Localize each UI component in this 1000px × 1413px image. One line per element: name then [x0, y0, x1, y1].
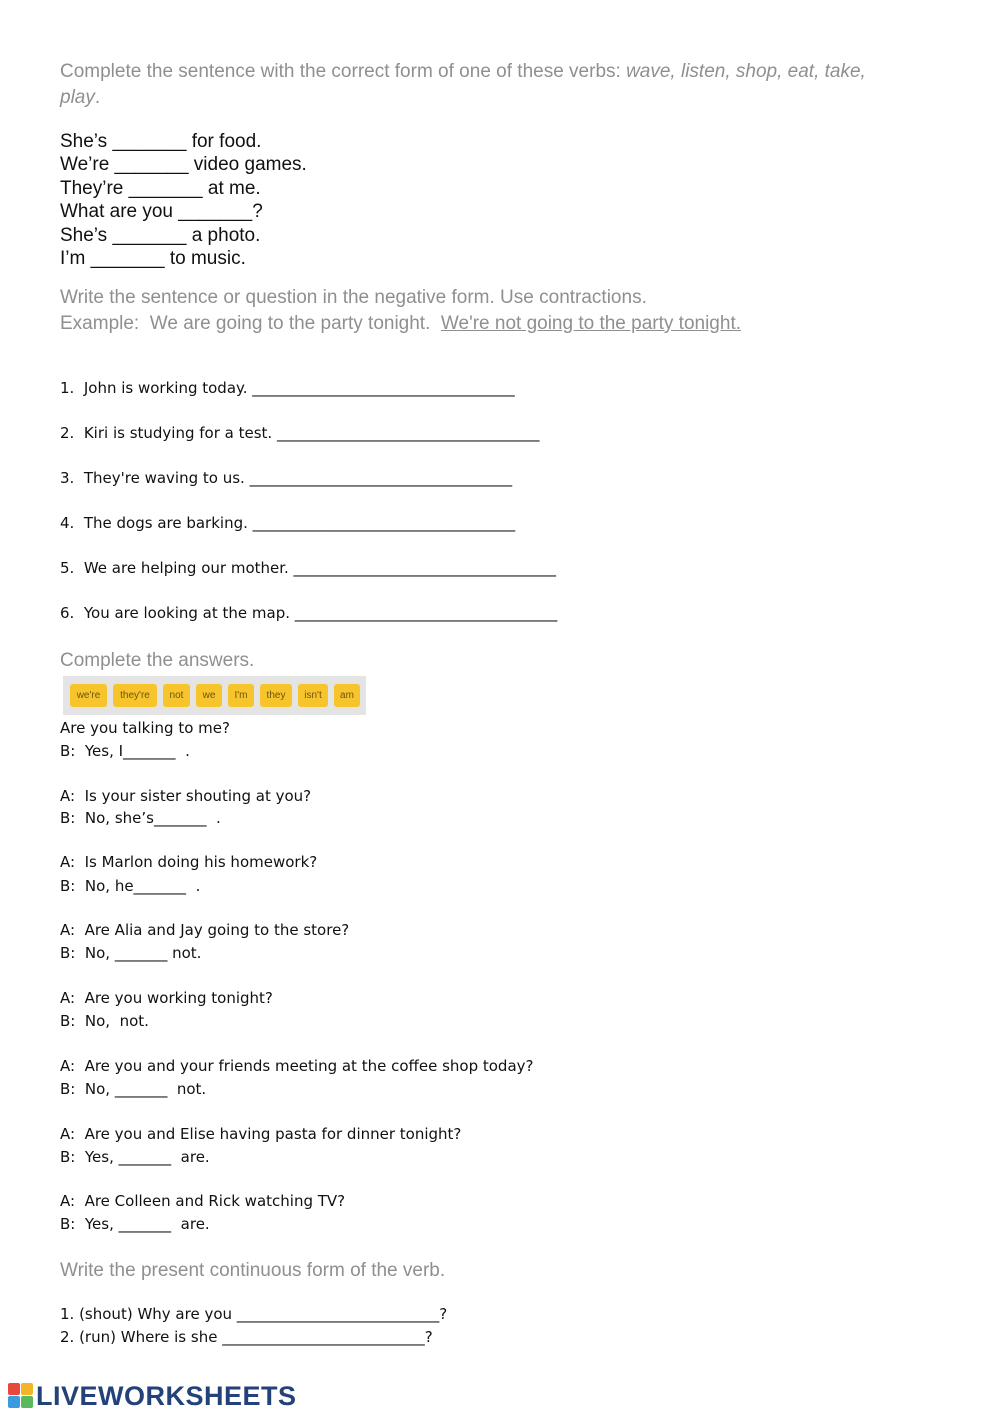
dialog-6-question: A: Are you and your friends meeting at the coffee shop today?	[60, 1057, 534, 1075]
negative-item-1: 1. John is working today. ___________________________________	[60, 379, 515, 397]
word-tag-isnt[interactable]: isn't	[298, 684, 328, 707]
dialog-4-answer: B: No, _______ not.	[60, 944, 202, 962]
section4-instruction: Write the present continuous form of the verb.	[60, 1260, 446, 1281]
dialog-8-question: A: Are Colleen and Rick watching TV?	[60, 1192, 346, 1210]
word-tag-we[interactable]: we	[196, 684, 222, 707]
section2-instruction: Write the sentence or question in the negative form. Use contractions. Example: We are going to the party tonight. We're not going to the party tonight.	[60, 285, 741, 337]
dialog-3-question: A: Is Marlon doing his homework?	[60, 853, 318, 871]
negative-item-6: 6. You are looking at the map. ___________________________________	[60, 604, 558, 622]
dialog-4-question: A: Are Alia and Jay going to the store?	[60, 921, 350, 939]
word-bank	[63, 676, 366, 715]
sentence-1: She’s _______ for food.	[60, 131, 262, 152]
word-tag-am[interactable]: am	[334, 684, 360, 707]
negative-item-2: 2. Kiri is studying for a test. ___________________________________	[60, 424, 540, 442]
dialog-5-answer: B: No, not.	[60, 1012, 149, 1030]
section3-instruction: Complete the answers.	[60, 650, 255, 671]
dialog-8-answer: B: Yes, _______ are.	[60, 1215, 210, 1233]
sentence-6: I’m _______ to music.	[60, 248, 246, 270]
word-tag-were[interactable]: we're	[70, 684, 107, 707]
negative-item-5: 5. We are helping our mother. ___________________________________	[60, 559, 557, 577]
sentence-3: They’re _______ at me.	[60, 177, 261, 199]
negative-item-4: 4. The dogs are barking. ___________________________________	[60, 514, 516, 532]
word-tag-not[interactable]: not	[163, 684, 190, 707]
dialog-7-question: A: Are you and Elise having pasta for dinner tonight?	[60, 1125, 462, 1143]
dialog-7-answer: B: Yes, _______ are.	[60, 1148, 210, 1166]
verb-item-1: 1. (shout) Why are you ___________________________?	[60, 1305, 448, 1323]
verb-item-2: 2. (run) Where is she ___________________________?	[60, 1328, 433, 1346]
liveworksheets-logo[interactable]	[8, 1381, 297, 1411]
section1-sentences	[60, 130, 307, 270]
logo-text: LIVEWORKSHEETS	[36, 1380, 297, 1411]
sentence-4: What are you _______?	[60, 201, 263, 223]
sentence-5: She’s _______ a photo.	[60, 224, 261, 246]
section1-instruction: Complete the sentence with the correct form of one of these verbs: wave, listen, shop, eat, take, play.	[60, 61, 866, 108]
dialog-5-question: A: Are you working tonight?	[60, 989, 273, 1007]
example-line: Example: We are going to the party tonight. We're not going to the party tonight.	[60, 313, 741, 334]
dialog-2-question: A: Is your sister shouting at you?	[60, 787, 312, 805]
word-tag-theyre[interactable]: they're	[113, 684, 157, 707]
dialog-3-answer: B: No, he_______ .	[60, 877, 201, 895]
logo-blocks-icon	[8, 1383, 34, 1409]
word-tag-they[interactable]: they	[260, 684, 292, 707]
dialog-6-answer: B: No, _______ not.	[60, 1080, 207, 1098]
negative-item-3: 3. They're waving to us. ___________________________________	[60, 469, 513, 487]
example-answer: We're not going to the party tonight.	[440, 313, 741, 334]
dialog-1-answer: B: Yes, I_______ .	[60, 742, 190, 760]
dialog-1-question: Are you talking to me?	[60, 719, 230, 737]
dialog-2-answer: B: No, she’s_______ .	[60, 809, 221, 827]
word-tag-im[interactable]: I'm	[228, 684, 254, 707]
sentence-2: We’re _______ video games.	[60, 154, 307, 176]
